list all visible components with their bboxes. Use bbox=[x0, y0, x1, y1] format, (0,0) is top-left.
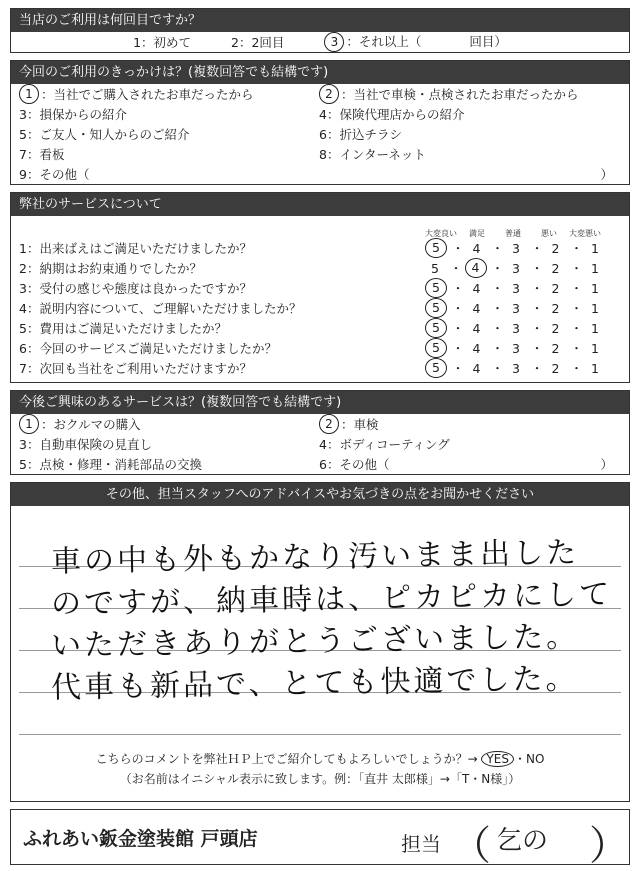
scale-dot: ・ bbox=[491, 301, 504, 316]
handwritten-line: 代車も新品で、とても快適でした。 bbox=[50, 661, 579, 706]
scale-dot: ・ bbox=[570, 301, 583, 316]
scale-dot: ・ bbox=[530, 281, 544, 296]
scale-dot: ・ bbox=[530, 361, 544, 376]
rating-scale bbox=[425, 258, 621, 278]
rating-scale bbox=[425, 298, 621, 318]
scale-dot: ・ bbox=[570, 321, 583, 336]
rating-value: 3 bbox=[512, 300, 520, 316]
rating-value: 1 bbox=[591, 360, 599, 376]
rating-value: 1 bbox=[591, 340, 599, 356]
shop-footer bbox=[10, 809, 630, 869]
trigger-header: 今回のご利用のきっかけは？(複数回答でも結構です) bbox=[11, 61, 629, 84]
rating-value: 3 bbox=[512, 280, 520, 296]
rating-value: 3 bbox=[512, 260, 520, 276]
selected-circle: 1 bbox=[19, 84, 39, 104]
rating-value: 1 bbox=[591, 280, 599, 296]
selected-rating: 5 bbox=[425, 278, 447, 298]
rating-question: 5：費用はご満足いただけましたか？ bbox=[19, 321, 227, 336]
rating-value: 1 bbox=[591, 240, 599, 256]
scale-dot: ・ bbox=[491, 361, 504, 376]
survey-sheet bbox=[10, 8, 630, 869]
option-first-time: 1：初めて bbox=[133, 35, 192, 50]
selected-circle: 1 bbox=[19, 414, 39, 434]
rating-scale bbox=[425, 278, 621, 298]
rating-row bbox=[11, 298, 629, 318]
handwritten-line: 車の中も外もかなり汚いまま出した bbox=[50, 535, 580, 580]
rating-value: 1 bbox=[591, 300, 599, 316]
scale-dot: ・ bbox=[530, 301, 544, 316]
option-more-times: 3 ：それ以上（ 回目） bbox=[324, 32, 507, 52]
visit-count-options bbox=[11, 32, 629, 52]
scale-dot: ・ bbox=[570, 281, 583, 296]
scale-dot: ・ bbox=[451, 241, 465, 256]
selected-circle: 3 bbox=[324, 32, 344, 52]
selected-circle: 2 bbox=[319, 84, 339, 104]
scale-dot: ・ bbox=[570, 341, 583, 356]
visit-count-header: 当店のご利用は何回目ですか？ bbox=[11, 9, 629, 32]
rating-scale bbox=[425, 358, 621, 378]
rating-question: 1：出来ばえはご満足いただけましたか？ bbox=[19, 241, 252, 256]
selected-rating: 5 bbox=[425, 338, 447, 358]
rating-value: 4 bbox=[472, 360, 481, 376]
rating-value: 2 bbox=[551, 260, 560, 276]
staff-name: 乞の bbox=[496, 826, 549, 856]
rating-value: 4 bbox=[472, 280, 481, 296]
rating-value: 2 bbox=[551, 280, 560, 296]
interest-row: 1 ：おクルマの購入 2 ：車検 bbox=[11, 414, 629, 434]
rating-scale bbox=[425, 238, 621, 258]
rating-question: 7：次回も当社をご利用いただけますか？ bbox=[19, 361, 252, 376]
rating-question: 4：説明内容について、ご理解いただけましたか？ bbox=[19, 301, 302, 316]
paren-open: （ bbox=[451, 823, 491, 869]
rating-value: 5 bbox=[431, 260, 439, 276]
scale-dot: ・ bbox=[570, 261, 583, 276]
rating-value: 3 bbox=[512, 240, 520, 256]
rating-value: 1 bbox=[591, 260, 599, 276]
selected-rating: 4 bbox=[465, 258, 487, 278]
rating-row bbox=[11, 258, 629, 278]
rating-row bbox=[11, 338, 629, 358]
scale-dot: ・ bbox=[451, 281, 465, 296]
rating-value: 3 bbox=[512, 340, 520, 356]
scale-dot: ・ bbox=[491, 281, 504, 296]
rating-value: 1 bbox=[591, 320, 599, 336]
comment-section bbox=[10, 482, 630, 802]
scale-dot: ・ bbox=[449, 261, 463, 276]
scale-dot: ・ bbox=[530, 321, 544, 336]
service-rating-header: 弊社のサービスについて bbox=[11, 193, 629, 216]
rating-scale-labels: 大変良い 満足 普通 悪い 大変悪い bbox=[425, 229, 601, 238]
rating-rows bbox=[11, 238, 629, 378]
rating-row bbox=[11, 358, 629, 378]
selected-rating: 5 bbox=[425, 238, 447, 258]
staff-label: 担当 bbox=[401, 832, 441, 856]
rating-value: 3 bbox=[512, 360, 520, 376]
rating-value: 2 bbox=[551, 340, 560, 356]
scale-dot: ・ bbox=[491, 341, 504, 356]
scale-dot: ・ bbox=[451, 341, 465, 356]
rating-question: 6：今回のサービスご満足いただけましたか？ bbox=[19, 341, 277, 356]
selected-rating: 5 bbox=[425, 358, 447, 378]
scale-dot: ・ bbox=[491, 241, 504, 256]
handwritten-line: いただきありがとうございました。 bbox=[50, 619, 580, 664]
rating-row bbox=[11, 278, 629, 298]
rating-scale bbox=[425, 318, 621, 338]
rating-value: 4 bbox=[472, 340, 481, 356]
comment-header: その他、担当スタッフへのアドバイスやお気づきの点をお聞かせください bbox=[11, 483, 629, 506]
scale-dot: ・ bbox=[491, 321, 504, 336]
option-second-time: 2：2回目 bbox=[231, 35, 285, 50]
trigger-row: 5：ご友人・知人からのご紹介 6：折込チラシ bbox=[19, 127, 402, 142]
selected-circle: 2 bbox=[319, 414, 339, 434]
rating-question: 3：受付の感じや態度は良かったですか？ bbox=[19, 281, 252, 296]
rating-value: 4 bbox=[472, 320, 481, 336]
shop-name: ふれあい鈑金塗装館 戸頭店 bbox=[23, 828, 258, 850]
trigger-row: 9：その他（ ） bbox=[19, 167, 613, 182]
consent-question: こちらのコメントを弊社ＨＰ上でご紹介してもよろしいでしょうか？→ YES ・NO bbox=[95, 752, 545, 766]
rating-row bbox=[11, 318, 629, 338]
trigger-row: 3：損保からの紹介 4：保険代理店からの紹介 bbox=[19, 107, 465, 122]
rating-value: 2 bbox=[551, 240, 560, 256]
scale-dot: ・ bbox=[530, 241, 544, 256]
rating-value: 2 bbox=[551, 300, 560, 316]
trigger-section bbox=[10, 60, 630, 185]
rating-value: 4 bbox=[472, 240, 481, 256]
scale-dot: ・ bbox=[570, 361, 583, 376]
scale-dot: ・ bbox=[530, 341, 544, 356]
scale-dot: ・ bbox=[491, 261, 504, 276]
rating-value: 4 bbox=[472, 300, 481, 316]
scale-dot: ・ bbox=[451, 301, 465, 316]
scale-dot: ・ bbox=[530, 261, 544, 276]
selected-rating: 5 bbox=[425, 318, 447, 338]
trigger-row: 1 ：当社でご購入されたお車だったから 2 ：当社で車検・点検されたお車だったから bbox=[11, 84, 629, 104]
interest-row: 5：点検・修理・消耗部品の交換 6：その他（ ） bbox=[19, 457, 613, 472]
scale-dot: ・ bbox=[451, 321, 465, 336]
scale-dot: ・ bbox=[451, 361, 465, 376]
trigger-row: 7：看板 8：インターネット bbox=[19, 147, 426, 162]
interest-row: 3：自動車保険の見直し 4：ボディコーティング bbox=[19, 437, 450, 452]
interest-header: 今後ご興味のあるサービスは？(複数回答でも結構です) bbox=[11, 391, 629, 414]
rating-question: 2：納期はお約束通りでしたか？ bbox=[19, 261, 202, 276]
interest-section bbox=[10, 390, 630, 475]
handwritten-line: のですが、納車時は、ピカピカにして bbox=[50, 577, 613, 622]
rating-row bbox=[11, 238, 629, 258]
selected-rating: 5 bbox=[425, 298, 447, 318]
comment-area bbox=[11, 506, 629, 801]
consent-note: （お名前はイニシャル表示に致します。例：「直井 太郎様」→「T・N様」） bbox=[119, 772, 521, 786]
rating-value: 2 bbox=[551, 360, 560, 376]
visit-count-section bbox=[10, 8, 630, 53]
yes-circled: YES bbox=[481, 751, 514, 767]
service-rating-section bbox=[10, 192, 630, 383]
scale-dot: ・ bbox=[570, 241, 583, 256]
rating-scale bbox=[425, 338, 621, 358]
rating-value: 3 bbox=[512, 320, 520, 336]
paren-close: ） bbox=[589, 823, 629, 869]
rating-value: 2 bbox=[551, 320, 560, 336]
